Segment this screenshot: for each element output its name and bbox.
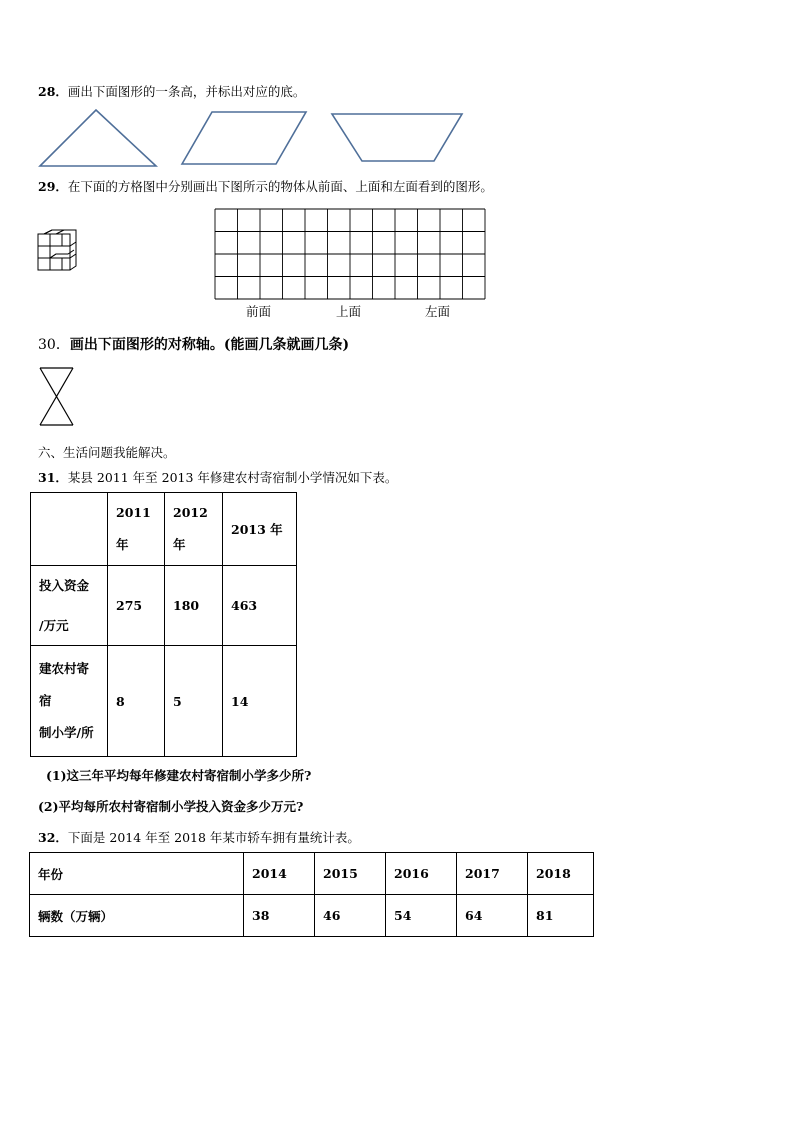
header-text: 年: [116, 537, 129, 552]
table-cell: 2017: [457, 853, 528, 895]
table-row: [31, 493, 297, 566]
q31-subquestion-1: (1)这三年平均每年修建农村寄宿制小学多少所?: [46, 768, 312, 783]
parallelogram-shape: [182, 112, 306, 164]
table-row: [31, 566, 297, 646]
section-6-heading: 六、生活问题我能解决。: [38, 445, 176, 460]
table-cell: 2018: [528, 853, 594, 895]
grid-paper: [214, 208, 486, 300]
row-label-text: 宿: [39, 693, 52, 708]
row-label-text: 投入资金: [39, 577, 90, 593]
table-cell: 5: [165, 646, 223, 757]
table-cell: 14: [223, 646, 297, 757]
q32-table: [29, 852, 594, 937]
table-row: [31, 646, 297, 757]
q31-table: [30, 492, 297, 757]
question-30-number: 30．: [38, 337, 70, 353]
table-cell: 2014: [244, 853, 315, 895]
header-text: 2012: [173, 505, 208, 520]
table-row: [30, 895, 594, 937]
question-31: [38, 468, 397, 486]
table-header-2011: [108, 493, 165, 566]
table-header-2012: [165, 493, 223, 566]
question-28: [38, 82, 305, 100]
row-label-text: /万元: [39, 617, 69, 633]
question-29: [38, 177, 493, 195]
question-32-number: 32．: [38, 830, 68, 845]
question-28-number: 28．: [38, 84, 68, 99]
table-cell: 54: [386, 895, 457, 937]
row-label-text: 制小学/所: [39, 725, 94, 740]
q28-shapes: [36, 106, 476, 170]
row-label-text: 建农村寄: [39, 661, 90, 676]
label-front: 前面: [246, 304, 272, 319]
header-text: 2013 年: [231, 522, 283, 537]
q31-subquestion-2: (2)平均每所农村寄宿制小学投入资金多少万元?: [38, 799, 304, 814]
label-left: 左面: [425, 304, 451, 319]
header-text: 年: [173, 537, 186, 552]
question-31-number: 31．: [38, 470, 68, 485]
question-30-text: 画出下面图形的对称轴。(能画几条就画几条): [69, 337, 350, 353]
question-32-text: 下面是 2014 年至 2018 年某市轿车拥有量统计表。: [67, 830, 360, 845]
row-label-vehicles: 辆数（万辆）: [30, 895, 244, 937]
table-row: [30, 853, 594, 895]
table-header-2013: [223, 493, 297, 566]
trapezoid-shape: [332, 114, 462, 161]
table-cell: 64: [457, 895, 528, 937]
question-29-number: 29．: [38, 179, 68, 194]
row-label-year: 年份: [30, 853, 244, 895]
row-label-schools: [31, 646, 108, 757]
table-cell: 180: [165, 566, 223, 646]
question-31-text: 某县 2011 年至 2013 年修建农村寄宿制小学情况如下表。: [67, 470, 398, 485]
table-cell: 2016: [386, 853, 457, 895]
row-label-investment: [31, 566, 108, 646]
table-cell: 2015: [315, 853, 386, 895]
table-cell-empty: [31, 493, 108, 566]
hourglass-shape: [38, 366, 76, 428]
question-29-text: 在下面的方格图中分别画出下图所示的物体从前面、上面和左面看到的图形。: [67, 179, 493, 194]
question-28-text: 画出下面图形的一条高，并标出对应的底。: [67, 84, 306, 99]
question-30: [38, 334, 349, 354]
question-32: [38, 828, 360, 846]
table-cell: 46: [315, 895, 386, 937]
table-cell: 81: [528, 895, 594, 937]
label-top: 上面: [336, 304, 362, 319]
table-cell: 463: [223, 566, 297, 646]
table-cell: 8: [108, 646, 165, 757]
header-text: 2011: [116, 505, 151, 520]
table-cell: 275: [108, 566, 165, 646]
table-cell: 38: [244, 895, 315, 937]
triangle-shape: [40, 110, 156, 166]
cube-stack-figure: [36, 228, 82, 284]
